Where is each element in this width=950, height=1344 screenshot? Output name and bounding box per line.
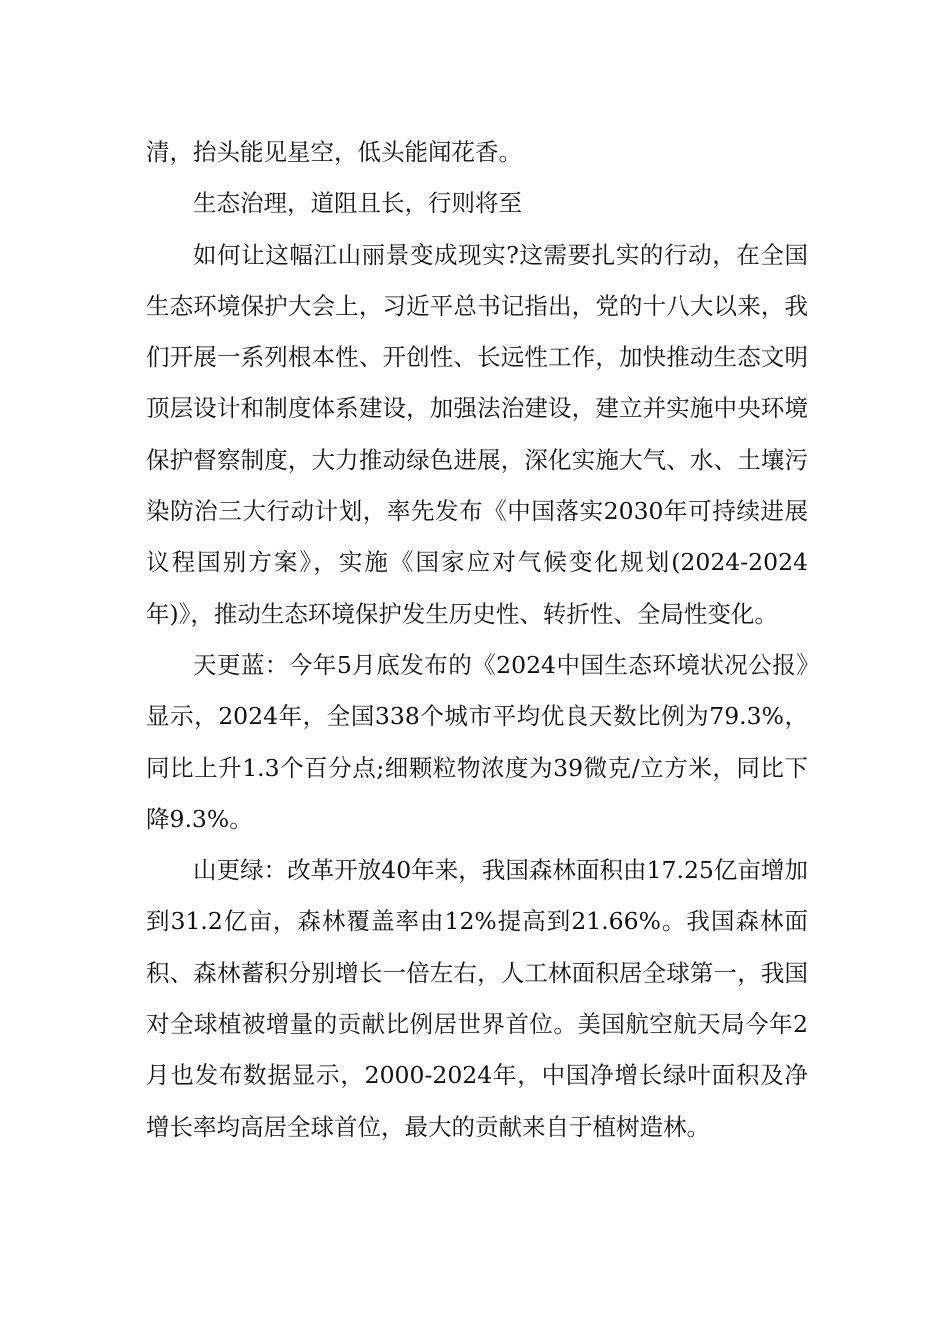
document-body — [146, 127, 808, 1153]
paragraph-continuation: 清，抬头能见星空，低头能闻花香。 — [146, 138, 522, 166]
section-heading: 生态治理，道阻且长，行则将至 — [193, 189, 522, 218]
paragraph-mountains-greener: 山更绿：改革开放40年来，我国森林面积由17.25亿亩增加到31.2亿亩，森林覆盖率由12%提高到21.66%。我国森林面积、森林蓄积分别增长一倍左右，人工林面积居全球第一，我国对全球植被增量的贡献比例居世界首位。美国航空航天局今年2月也发布数据显示，2000-2024年，中国净增长绿叶面积及净增长率均高居全球首位，最大的贡献来自于植树造林。 — [146, 856, 808, 1141]
paragraph-actions: 如何让这幅江山丽景变成现实?这需要扎实的行动，在全国生态环境保护大会上，习近平总书记指出，党的十八大以来，我们开展一系列根本性、开创性、长远性工作，加快推动生态文明顶层设计和制度体系建设，加强法治建设，建立并实施中央环境保护督察制度，大力推动绿色进展，深化实施大气、水、土壤污染防治三大行动计划，率先发布《中国落实2030年可持续进展议程国别方案》，实施《国家应对气候变化规划(2024-2024年)》，推动生态环境保护发生历史性、转折性、全局性变化。 — [146, 240, 808, 628]
paragraph-sky-bluer: 天更蓝：今年5月底发布的《2024中国生态环境状况公报》显示，2024年，全国338个城市平均优良天数比例为79.3%，同比上升1.3个百分点;细颗粒物浓度为39微克/立方米，同比下降9.3%。 — [146, 650, 808, 833]
